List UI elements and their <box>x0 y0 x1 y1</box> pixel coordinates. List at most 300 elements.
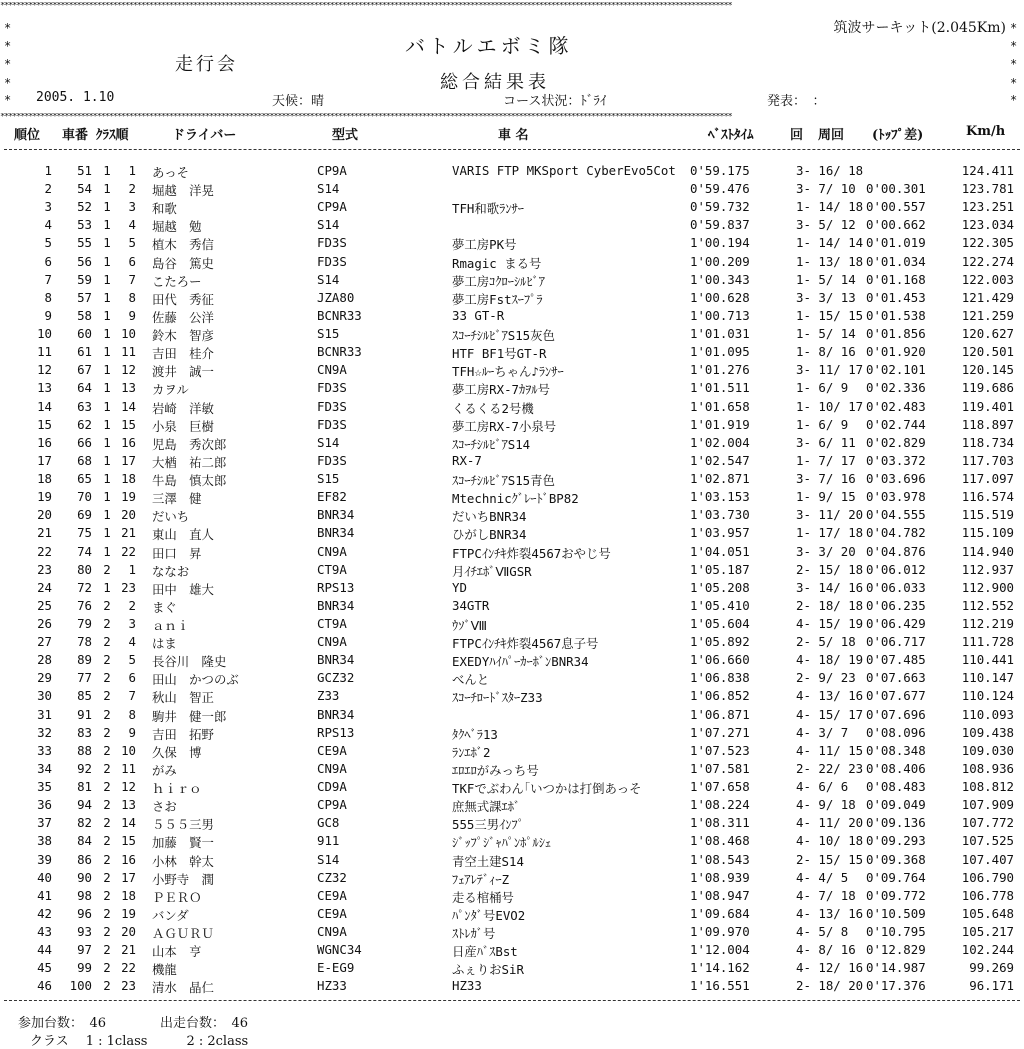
car-number-cell: 79 <box>77 616 92 631</box>
car-name-cell: 夢工房PK号 <box>452 237 517 253</box>
driver-cell: 堀越 洋晃 <box>152 183 214 199</box>
speed-cell: 120.501 <box>961 344 1014 360</box>
class-cell: 1 <box>103 434 111 450</box>
table-row <box>0 670 1024 688</box>
car-number-cell: 84 <box>77 833 92 849</box>
rank-cell: 1 <box>44 163 52 178</box>
car-number-cell: 89 <box>77 652 92 668</box>
type-cell: S14 <box>317 181 340 197</box>
car-name-cell: ｽｺｰﾁｼﾙﾋﾞｱS15灰色 <box>452 328 555 344</box>
gap-cell: 0'00.662 <box>866 217 926 233</box>
col-class-order: ｸﾗｽ順 <box>96 128 129 143</box>
lap-cell: 2- 15/ 18 <box>796 561 864 577</box>
table-row <box>0 199 1024 217</box>
document-title: 総合結果表 <box>440 72 550 93</box>
type-cell: BNR34 <box>317 706 355 722</box>
rank-cell: 30 <box>37 688 52 704</box>
car-number-cell: 78 <box>77 634 92 650</box>
rank-cell: 13 <box>37 380 52 396</box>
class-cell: 2 <box>103 652 111 668</box>
speed-cell: 106.778 <box>961 887 1014 903</box>
car-name-cell: ｽｺｰﾁﾛｰﾄﾞｽﾀｰZ33 <box>452 690 543 706</box>
table-row <box>0 906 1024 924</box>
table-row <box>0 761 1024 779</box>
speed-cell: 107.772 <box>961 815 1014 831</box>
best-time-cell: 0'59.837 <box>690 217 750 233</box>
table-row <box>0 833 1024 851</box>
class-order-cell: 10 <box>121 742 136 758</box>
car-name-cell: くるくる2号機 <box>452 400 534 416</box>
speed-cell: 107.909 <box>961 797 1014 813</box>
entries-count: 参加台数： 46 <box>18 1016 107 1031</box>
rank-cell: 28 <box>37 652 52 668</box>
class-order-cell: 16 <box>121 851 136 867</box>
car-number-cell: 61 <box>77 344 92 360</box>
car-number-cell: 100 <box>69 978 92 994</box>
speed-cell: 123.251 <box>961 199 1014 215</box>
car-number-cell: 51 <box>77 163 92 178</box>
table-row <box>0 525 1024 543</box>
car-name-cell: べんと <box>452 672 490 688</box>
speed-cell: 105.648 <box>961 905 1014 921</box>
lap-cell: 1- 10/ 17 <box>796 398 864 414</box>
speed-cell: 112.937 <box>961 561 1014 577</box>
gap-cell: 0'00.301 <box>866 181 926 197</box>
gap-cell: 0'02.483 <box>866 398 926 414</box>
lap-cell: 2- 5/ 18 <box>796 634 856 650</box>
gap-cell: 0'04.555 <box>866 507 926 523</box>
table-row <box>0 852 1024 870</box>
car-name-cell: HZ33 <box>452 978 482 994</box>
best-time-cell: 1'12.004 <box>690 942 750 958</box>
table-row <box>0 507 1024 525</box>
gap-cell: 0'01.168 <box>866 271 926 287</box>
table-row <box>0 544 1024 562</box>
lap-cell: 3- 3/ 20 <box>796 543 856 559</box>
car-name-cell: ｼﾞｯﾌﾟｼﾞｬﾊﾟﾝﾎﾟﾙｼｪ <box>452 835 552 851</box>
gap-cell: 0'04.782 <box>866 525 926 541</box>
lap-cell: 1- 14/ 14 <box>796 235 864 251</box>
rank-cell: 14 <box>37 398 52 414</box>
speed-cell: 110.147 <box>961 670 1014 686</box>
lap-cell: 2- 18/ 20 <box>796 978 864 994</box>
best-time-cell: 1'00.628 <box>690 289 750 305</box>
gap-cell: 0'10.509 <box>866 905 926 921</box>
car-number-cell: 74 <box>77 543 92 559</box>
lap-cell: 4- 15/ 17 <box>796 706 864 722</box>
rank-cell: 33 <box>37 742 52 758</box>
best-time-cell: 1'01.276 <box>690 362 750 378</box>
class-order-cell: 13 <box>121 797 136 813</box>
lap-cell: 1- 13/ 18 <box>796 253 864 269</box>
type-cell: CN9A <box>317 362 347 378</box>
lap-cell: 4- 9/ 18 <box>796 797 856 813</box>
car-name-cell: ふぇりおSiR <box>452 962 524 978</box>
class-cell: 1 <box>103 307 111 323</box>
class-order-cell: 17 <box>121 869 136 885</box>
team-title: バトルエボミ隊 <box>405 34 573 58</box>
best-time-cell: 1'09.684 <box>690 905 750 921</box>
gap-cell: 0'03.696 <box>866 471 926 487</box>
class-order-cell: 7 <box>128 688 136 704</box>
driver-cell: こたろー <box>152 273 202 289</box>
type-cell: FD3S <box>317 380 347 396</box>
driver-cell: 岩崎 洋敏 <box>152 400 214 416</box>
class-cell: 1 <box>103 525 111 541</box>
type-cell: GCZ32 <box>317 670 355 686</box>
car-name-cell: TKFでぶわん｢いつかは打倒あっそ <box>452 781 642 797</box>
class-cell: 1 <box>103 579 111 595</box>
table-row <box>0 815 1024 833</box>
rank-cell: 8 <box>44 289 52 305</box>
car-name-cell: 日産ﾊﾞｽBst <box>452 944 518 960</box>
gap-cell: 0'01.034 <box>866 253 926 269</box>
rank-cell: 20 <box>37 507 52 523</box>
class-order-cell: 19 <box>121 489 136 505</box>
car-name-cell: 夢工房RX-7小泉号 <box>452 418 557 434</box>
class-cell: 2 <box>103 779 111 795</box>
best-time-cell: 1'06.838 <box>690 670 750 686</box>
class-order-cell: 15 <box>121 833 136 849</box>
class-order-cell: 14 <box>121 398 136 414</box>
driver-cell: 大楢 祐二郎 <box>152 454 227 470</box>
car-number-cell: 92 <box>77 760 92 776</box>
car-number-cell: 90 <box>77 869 92 885</box>
table-row <box>0 743 1024 761</box>
rank-cell: 7 <box>44 271 52 287</box>
lap-cell: 1- 9/ 15 <box>796 489 856 505</box>
rank-cell: 4 <box>44 217 52 233</box>
speed-cell: 106.790 <box>961 869 1014 885</box>
lap-cell: 4- 6/ 6 <box>796 779 849 795</box>
class-cell: 1 <box>103 289 111 305</box>
gap-cell: 0'02.744 <box>866 416 926 432</box>
class-order-cell: 5 <box>128 652 136 668</box>
class-order-cell: 14 <box>121 815 136 831</box>
type-cell: S15 <box>317 471 340 487</box>
class-cell: 2 <box>103 742 111 758</box>
speed-cell: 96.171 <box>969 978 1014 994</box>
type-cell: S14 <box>317 217 340 233</box>
rank-cell: 9 <box>44 307 52 323</box>
class-order-cell: 20 <box>121 924 136 940</box>
table-row <box>0 978 1024 996</box>
lap-cell: 4- 4/ 5 <box>796 869 849 885</box>
rank-cell: 36 <box>37 797 52 813</box>
class-cell: 1 <box>103 380 111 396</box>
table-row <box>0 217 1024 235</box>
class-cell: 2 <box>103 887 111 903</box>
gap-cell: 0'09.772 <box>866 887 926 903</box>
rank-cell: 19 <box>37 489 52 505</box>
type-cell: CP9A <box>317 199 347 215</box>
class-cell: 2 <box>103 597 111 613</box>
type-cell: CE9A <box>317 887 347 903</box>
class-order-cell: 23 <box>121 978 136 994</box>
col-best-time: ﾍﾞｽﾄﾀｲﾑ <box>708 128 754 143</box>
car-number-cell: 85 <box>77 688 92 704</box>
best-time-cell: 1'00.194 <box>690 235 750 251</box>
rank-cell: 24 <box>37 579 52 595</box>
class-order-cell: 2 <box>128 181 136 197</box>
car-number-cell: 70 <box>77 489 92 505</box>
table-row <box>0 598 1024 616</box>
car-name-cell: TFH和歌ﾗﾝｻｰ <box>452 201 524 217</box>
best-time-cell: 1'06.871 <box>690 706 750 722</box>
speed-cell: 114.940 <box>961 543 1014 559</box>
driver-cell: さお <box>152 799 177 815</box>
best-time-cell: 1'08.543 <box>690 851 750 867</box>
driver-cell: 田中 雄大 <box>152 581 214 597</box>
speed-cell: 122.003 <box>961 271 1014 287</box>
class-cell: 1 <box>103 326 111 342</box>
car-number-cell: 82 <box>77 815 92 831</box>
gap-cell: 0'07.663 <box>866 670 926 686</box>
speed-cell: 124.411 <box>961 163 1014 178</box>
type-cell: Z33 <box>317 688 340 704</box>
rank-cell: 21 <box>37 525 52 541</box>
car-number-cell: 97 <box>77 942 92 958</box>
car-name-cell: MtechnicｸﾞﾚｰﾄﾞBP82 <box>452 491 579 507</box>
car-name-cell: RX-7 <box>452 452 482 468</box>
speed-cell: 115.109 <box>961 525 1014 541</box>
lap-cell: 1- 7/ 17 <box>796 452 856 468</box>
rank-cell: 15 <box>37 416 52 432</box>
class-order-cell: 9 <box>128 307 136 323</box>
speed-cell: 123.034 <box>961 217 1014 233</box>
driver-cell: 田山 かつのぶ <box>152 672 239 688</box>
car-number-cell: 53 <box>77 217 92 233</box>
rank-cell: 35 <box>37 779 52 795</box>
driver-cell: ななお <box>152 563 190 579</box>
best-time-cell: 1'03.153 <box>690 489 750 505</box>
type-cell: BNR34 <box>317 652 355 668</box>
lap-cell: 4- 15/ 19 <box>796 616 864 631</box>
col-speed: Km/h <box>966 124 1006 139</box>
driver-cell: あっそ <box>152 165 190 180</box>
rank-cell: 27 <box>37 634 52 650</box>
lap-cell: 3- 14/ 16 <box>796 579 864 595</box>
car-number-cell: 83 <box>77 724 92 740</box>
speed-cell: 122.305 <box>961 235 1014 251</box>
car-number-cell: 55 <box>77 235 92 251</box>
car-name-cell: ﾀｸﾍﾞﾗ13 <box>452 726 498 742</box>
class-cell: 2 <box>103 942 111 958</box>
driver-cell: がみ <box>152 762 177 778</box>
car-number-cell: 67 <box>77 362 92 378</box>
speed-cell: 112.219 <box>961 616 1014 631</box>
event-date: 2005. 1.10 <box>36 90 115 105</box>
driver-cell: 渡井 誠一 <box>152 364 214 380</box>
gap-cell: 0'09.764 <box>866 869 926 885</box>
best-time-cell: 1'01.031 <box>690 326 750 342</box>
car-name-cell: ﾊﾟﾝﾀﾞ号EVO2 <box>452 907 526 923</box>
col-type: 型式 <box>332 128 359 143</box>
gap-cell: 0'02.829 <box>866 434 926 450</box>
car-number-cell: 80 <box>77 561 92 577</box>
best-time-cell: 1'08.939 <box>690 869 750 885</box>
left-star: * <box>4 76 12 90</box>
class-order-cell: 1 <box>128 561 136 577</box>
car-name-cell: ひがしBNR34 <box>452 527 527 543</box>
best-time-cell: 1'14.162 <box>690 960 750 976</box>
driver-cell: 三澤 健 <box>152 491 202 507</box>
car-name-cell: HTF BF1号GT-R <box>452 346 547 362</box>
class-order-cell: 19 <box>121 905 136 921</box>
lap-cell: 1- 6/ 9 <box>796 380 849 396</box>
driver-cell: 鈴木 智彦 <box>152 328 214 344</box>
table-row <box>0 344 1024 362</box>
speed-cell: 112.552 <box>961 597 1014 613</box>
class-order-cell: 3 <box>128 199 136 215</box>
lap-cell: 3- 6/ 11 <box>796 434 856 450</box>
class-order-cell: 6 <box>128 253 136 269</box>
speed-cell: 110.124 <box>961 688 1014 704</box>
rank-cell: 34 <box>37 760 52 776</box>
class-cell: 1 <box>103 507 111 523</box>
speed-cell: 109.030 <box>961 742 1014 758</box>
driver-cell: 清水 晶仁 <box>152 980 214 996</box>
type-cell: RPS13 <box>317 579 355 595</box>
gap-cell: 0'08.096 <box>866 724 926 740</box>
col-number: 車番 <box>62 128 89 143</box>
rank-cell: 26 <box>37 616 52 631</box>
driver-cell: 植木 秀信 <box>152 237 214 253</box>
car-name-cell: ﾗﾝｴﾎﾞ2 <box>452 744 491 760</box>
speed-cell: 110.093 <box>961 706 1014 722</box>
best-time-cell: 1'01.511 <box>690 380 750 396</box>
type-cell: S14 <box>317 271 340 287</box>
type-cell: CZ32 <box>317 869 347 885</box>
class-legend: クラス 1 : 1class 2 : 2class <box>30 1034 249 1049</box>
rank-cell: 46 <box>37 978 52 994</box>
best-time-cell: 1'08.311 <box>690 815 750 831</box>
speed-cell: 115.519 <box>961 507 1014 523</box>
driver-cell: 東山 直人 <box>152 527 214 543</box>
speed-cell: 120.627 <box>961 326 1014 342</box>
table-row <box>0 435 1024 453</box>
right-star: * <box>1010 93 1018 107</box>
type-cell: CN9A <box>317 924 347 940</box>
best-time-cell: 1'07.271 <box>690 724 750 740</box>
type-cell: FD3S <box>317 398 347 414</box>
class-cell: 2 <box>103 688 111 704</box>
rank-cell: 25 <box>37 597 52 613</box>
class-order-cell: 4 <box>128 634 136 650</box>
lap-cell: 3- 5/ 12 <box>796 217 856 233</box>
class-order-cell: 4 <box>128 217 136 233</box>
driver-cell: 島谷 篤史 <box>152 255 214 271</box>
left-star: * <box>4 39 12 53</box>
table-row <box>0 779 1024 797</box>
driver-cell: 児島 秀次郎 <box>152 436 227 452</box>
class-cell: 2 <box>103 833 111 849</box>
rank-cell: 3 <box>44 199 52 215</box>
car-number-cell: 94 <box>77 797 92 813</box>
gap-cell: 0'09.049 <box>866 797 926 813</box>
gap-cell: 0'01.019 <box>866 235 926 251</box>
type-cell: E-EG9 <box>317 960 355 976</box>
class-cell: 2 <box>103 905 111 921</box>
col-rank: 順位 <box>14 128 41 143</box>
table-row <box>0 924 1024 942</box>
driver-cell: ａｎｉ <box>152 618 190 633</box>
type-cell: 911 <box>317 833 340 849</box>
class-order-cell: 20 <box>121 507 136 523</box>
table-row <box>0 960 1024 978</box>
gap-cell: 0'01.453 <box>866 289 926 305</box>
best-time-cell: 1'00.713 <box>690 307 750 323</box>
lap-cell: 4- 13/ 16 <box>796 688 864 704</box>
car-name-cell: 走る棺桶号 <box>452 889 514 905</box>
driver-cell: はま <box>152 636 177 652</box>
car-name-cell: 34GTR <box>452 597 490 613</box>
class-cell: 2 <box>103 760 111 776</box>
col-laps: 周回 <box>818 128 845 143</box>
best-time-cell: 1'05.208 <box>690 579 750 595</box>
class-cell: 2 <box>103 634 111 650</box>
left-star: * <box>4 21 12 35</box>
lap-cell: 3- 11/ 20 <box>796 507 864 523</box>
rank-cell: 10 <box>37 326 52 342</box>
lap-cell: 1- 15/ 15 <box>796 307 864 323</box>
class-order-cell: 11 <box>121 760 136 776</box>
class-cell: 1 <box>103 471 111 487</box>
speed-cell: 116.574 <box>961 489 1014 505</box>
col-car-name: 車 名 <box>498 128 529 143</box>
car-name-cell: VARIS FTP MKSport CyberEvo5Cot <box>452 163 676 178</box>
best-time-cell: 1'06.852 <box>690 688 750 704</box>
class-cell: 2 <box>103 851 111 867</box>
circuit-name: 筑波サーキット(2.045Km) <box>833 20 1006 36</box>
rank-cell: 31 <box>37 706 52 722</box>
gap-cell: 0'06.012 <box>866 561 926 577</box>
table-row <box>0 399 1024 417</box>
best-time-cell: 1'16.551 <box>690 978 750 994</box>
driver-cell: ５５５三男 <box>152 817 214 833</box>
car-number-cell: 77 <box>77 670 92 686</box>
lap-cell: 4- 18/ 19 <box>796 652 864 668</box>
type-cell: CP9A <box>317 797 347 813</box>
left-star: * <box>4 93 12 107</box>
car-number-cell: 65 <box>77 471 92 487</box>
starters-count: 出走台数： 46 <box>160 1016 249 1031</box>
class-cell: 2 <box>103 815 111 831</box>
best-time-cell: 1'01.919 <box>690 416 750 432</box>
best-time-cell: 1'04.051 <box>690 543 750 559</box>
gap-cell: 0'10.795 <box>866 924 926 940</box>
best-time-cell: 1'05.892 <box>690 634 750 650</box>
class-cell: 2 <box>103 670 111 686</box>
speed-cell: 107.525 <box>961 833 1014 849</box>
type-cell: BNR34 <box>317 597 355 613</box>
header-star-border: ************************************************************************************************************************************************************************************** <box>0 113 732 121</box>
table-row <box>0 942 1024 960</box>
speed-cell: 119.686 <box>961 380 1014 396</box>
type-cell: CN9A <box>317 634 347 650</box>
class-order-cell: 8 <box>128 706 136 722</box>
lap-cell: 1- 14/ 18 <box>796 199 864 215</box>
table-row <box>0 870 1024 888</box>
rank-cell: 40 <box>37 869 52 885</box>
driver-cell: 吉田 桂介 <box>152 346 214 362</box>
class-order-cell: 12 <box>121 362 136 378</box>
rank-cell: 41 <box>37 887 52 903</box>
lap-cell: 3- 3/ 13 <box>796 289 856 305</box>
class-order-cell: 12 <box>121 779 136 795</box>
table-row <box>0 707 1024 725</box>
class-cell: 2 <box>103 960 111 976</box>
